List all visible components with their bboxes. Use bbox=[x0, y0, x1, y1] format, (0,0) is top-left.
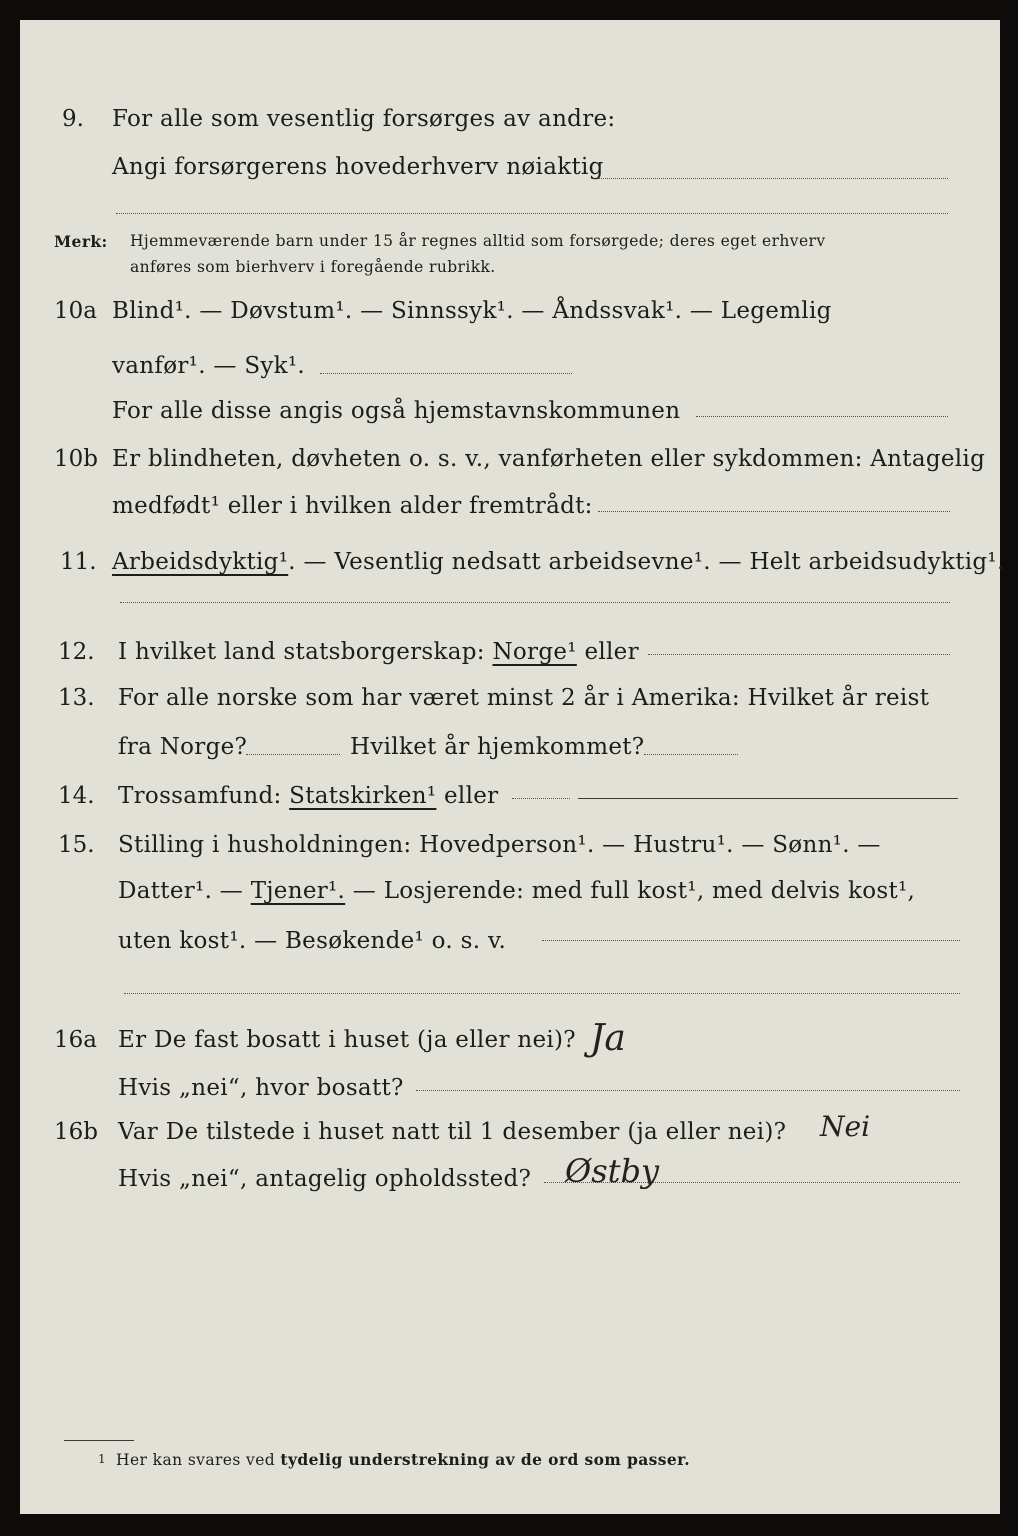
q13-hjemkommet-line[interactable] bbox=[644, 754, 738, 755]
q11-option-arbeidsdyktig[interactable]: Arbeidsdyktig¹ bbox=[112, 549, 289, 575]
q16b-handwritten-place[interactable]: Østby bbox=[565, 1152, 660, 1190]
q15-text: Stilling i husholdningen: Hovedperson¹. — Hustru¹. — Sønn¹. — bbox=[118, 832, 881, 858]
q10a-number: 10a bbox=[54, 298, 97, 324]
q13-text-2a: fra Norge? bbox=[118, 734, 248, 760]
q14-suffix: eller bbox=[444, 783, 499, 809]
q15-text-3: uten kost¹. — Besøkende¹ o. s. v. bbox=[118, 928, 507, 954]
q16a-text: Er De fast bosatt i huset (ja eller nei)? bbox=[118, 1027, 576, 1053]
q14-option-statskirken[interactable]: Statskirken¹ bbox=[289, 783, 437, 809]
merk-label: Merk: bbox=[54, 232, 108, 251]
q12-prefix: I hvilket land statsborgerskap: bbox=[118, 639, 485, 665]
footnote-text: Her kan svares ved bbox=[116, 1451, 276, 1469]
q10a-text: Blind¹. — Døvstum¹. — Sinnssyk¹. — Åndssvak¹. — Legemlig bbox=[112, 298, 832, 324]
footnote-bold: tydelig understrekning av de ord som passer. bbox=[280, 1450, 691, 1469]
q15-number: 15. bbox=[58, 832, 95, 858]
q14-number: 14. bbox=[58, 783, 95, 809]
q12-suffix: eller bbox=[584, 639, 639, 665]
q13-reist-line[interactable] bbox=[246, 754, 340, 755]
q9-answer-line[interactable] bbox=[598, 178, 948, 179]
q14-text bbox=[118, 783, 498, 809]
q16a-text-2: Hvis „nei“, hvor bosatt? bbox=[118, 1075, 404, 1101]
q9-answer-line-2[interactable] bbox=[116, 213, 948, 214]
q14-prefix: Trossamfund: bbox=[118, 783, 282, 809]
q11-number: 11. bbox=[60, 549, 97, 575]
q12-option-norge[interactable]: Norge¹ bbox=[492, 639, 577, 665]
footnote bbox=[98, 1450, 690, 1469]
q11-text bbox=[112, 549, 1005, 575]
q10a-hjemstavn-line[interactable] bbox=[696, 416, 948, 417]
q9-number: 9. bbox=[62, 106, 84, 132]
q9-text-2: Angi forsørgerens hovederhverv nøiaktig bbox=[112, 154, 604, 180]
q15-answer-line[interactable] bbox=[542, 940, 960, 941]
q14-answer-stroke bbox=[578, 798, 958, 799]
q16b-number: 16b bbox=[54, 1119, 98, 1145]
q12-text bbox=[118, 639, 639, 665]
q12-answer-line[interactable] bbox=[648, 654, 950, 655]
merk-text-2: anføres som bierhverv i foregående rubrikk. bbox=[130, 258, 496, 276]
q11-rest: . — Vesentlig nedsatt arbeidsevne¹. — Helt arbeidsudyktig¹. bbox=[288, 549, 1005, 575]
q16a-number: 16a bbox=[54, 1027, 97, 1053]
q10b-answer-line[interactable] bbox=[598, 511, 950, 512]
q16a-handwritten-answer[interactable]: Ja bbox=[590, 1018, 626, 1059]
q9-text: For alle som vesentlig forsørges av andre: bbox=[112, 106, 616, 132]
q10a-text-3: For alle disse angis også hjemstavnskommunen bbox=[112, 398, 681, 424]
q10a-answer-line[interactable] bbox=[320, 373, 572, 374]
q16b-text: Var De tilstede i huset natt til 1 desember (ja eller nei)? bbox=[118, 1119, 787, 1145]
q16b-handwritten-answer[interactable]: Nei bbox=[820, 1110, 871, 1143]
q12-number: 12. bbox=[58, 639, 95, 665]
footnote-rule bbox=[64, 1440, 134, 1441]
q10b-number: 10b bbox=[54, 446, 98, 472]
q10b-text: Er blindheten, døvheten o. s. v., vanførheten eller sykdommen: Antagelig bbox=[112, 446, 986, 472]
q13-text-2b: Hvilket år hjemkommet? bbox=[350, 734, 645, 760]
q15-option-tjener[interactable]: Tjener¹. bbox=[250, 878, 346, 904]
q11-answer-line[interactable] bbox=[120, 602, 950, 603]
q15-datter: Datter¹. — bbox=[118, 878, 244, 904]
q13-number: 13. bbox=[58, 685, 95, 711]
q15-losjerende: — Losjerende: med full kost¹, med delvis kost¹, bbox=[352, 878, 916, 904]
q16a-answer-line[interactable] bbox=[416, 1090, 960, 1091]
q13-text: For alle norske som har været minst 2 år i Amerika: Hvilket år reist bbox=[118, 685, 930, 711]
merk-text: Hjemmeværende barn under 15 år regnes alltid som forsørgede; deres eget erhverv bbox=[130, 232, 826, 250]
q16b-text-2: Hvis „nei“, antagelig opholdssted? bbox=[118, 1166, 532, 1192]
q10b-text-2: medfødt¹ eller i hvilken alder fremtrådt: bbox=[112, 493, 593, 519]
q14-answer-line[interactable] bbox=[512, 798, 570, 799]
footnote-mark: 1 bbox=[98, 1452, 107, 1466]
q15-answer-line-2[interactable] bbox=[124, 993, 960, 994]
census-form-page bbox=[20, 20, 1005, 1514]
q10a-text-2: vanfør¹. — Syk¹. bbox=[112, 353, 306, 379]
q15-text-2 bbox=[118, 878, 915, 904]
